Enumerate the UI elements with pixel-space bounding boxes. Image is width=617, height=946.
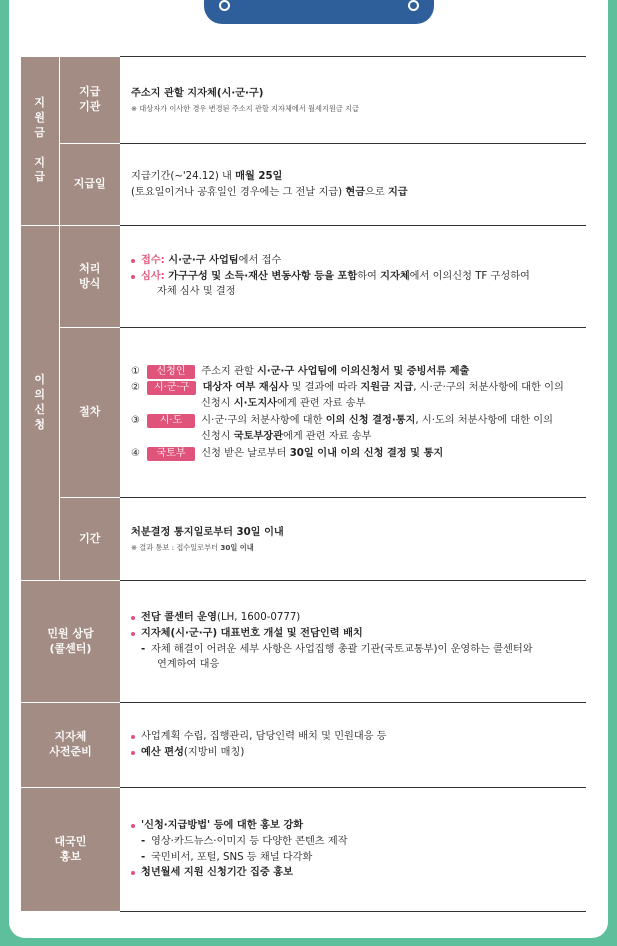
step-2: ② 시·군·구 대상자 여부 재심사 및 결과에 따라 지원금 지급, 시·군·구의 처분사항에 대한 이의 신청시 시·도지사에게 관련 자료 송부 bbox=[131, 382, 564, 410]
list-item: '신청·지급방법' 등에 대한 홍보 강화 bbox=[131, 818, 586, 834]
consult-content bbox=[120, 581, 586, 703]
ring-icon bbox=[219, 0, 230, 11]
prep-content bbox=[120, 703, 586, 788]
table-row bbox=[21, 788, 586, 912]
agency-title: 주소지 관할 지자체(시·군·구) bbox=[131, 88, 264, 100]
tag-ministry: 국토부 bbox=[147, 447, 195, 461]
table-row bbox=[21, 703, 586, 788]
list-subitem: - 자체 해결이 어려운 세부 사항은 사업집행 총괄 기관(국토교통부)이 운영하는 콜센터와 bbox=[141, 643, 533, 655]
list-subitem: - 영상·카드뉴스·이미지 등 다양한 콘텐츠 제작 bbox=[141, 835, 348, 847]
sub-label-procedure: 절차 bbox=[59, 328, 120, 498]
table-row bbox=[21, 226, 586, 328]
list-item: 지자체(시·군·구) 대표번호 개설 및 전담인력 배치 bbox=[131, 626, 586, 642]
agency-content bbox=[120, 57, 586, 144]
date-content bbox=[120, 144, 586, 226]
sub-label-date: 지급일 bbox=[59, 144, 120, 226]
list-item-cont: 자체 심사 및 결정 bbox=[157, 286, 236, 298]
sub-label-method: 처리 방식 bbox=[59, 226, 120, 328]
table-row bbox=[21, 581, 586, 703]
list-item: 접수: 시·군·구 사업팀에서 접수 bbox=[131, 253, 586, 269]
category-appeal: 이 의 신 청 bbox=[21, 226, 59, 581]
policy-table bbox=[21, 56, 586, 912]
ring-icon bbox=[408, 0, 419, 11]
tag-province: 시·도 bbox=[147, 414, 195, 428]
procedure-content bbox=[120, 328, 586, 498]
sub-label-period: 기간 bbox=[59, 498, 120, 581]
promo-content bbox=[120, 788, 586, 912]
list-item: 전담 콜센터 운영(LH, 1600-0777) bbox=[131, 610, 586, 626]
sub-label-agency: 지급 기관 bbox=[59, 57, 120, 144]
list-subitem-cont: 연계하여 대응 bbox=[157, 659, 220, 671]
step-1: ① 신청인 주소지 관할 시·군·구 사업팀에 이의신청서 및 증빙서류 제출 bbox=[131, 365, 470, 377]
step-4: ④ 국토부 신청 받은 날로부터 30일 이내 이의 신청 결정 및 통지 bbox=[131, 447, 444, 459]
list-subitem: - 국민비서, 포털, SNS 등 채널 다각화 bbox=[141, 851, 313, 863]
list-item: 사업계획 수립, 집행관리, 담당인력 배치 및 민원대응 등 bbox=[131, 729, 586, 745]
binder-tab bbox=[204, 0, 434, 24]
category-prep: 지자체 사전준비 bbox=[21, 703, 120, 788]
period-note: ※ 결과 통보 : 접수일로부터 30일 이내 bbox=[131, 543, 254, 553]
date-line-1: 지급기간(~'24.12) 내 매월 25일 bbox=[131, 170, 283, 182]
tag-city: 시·군·구 bbox=[147, 381, 196, 395]
agency-note: ※ 대상자가 이사한 경우 변경된 주소지 관할 지자체에서 월세지원금 지급 bbox=[131, 104, 359, 114]
list-item: 심사: 가구구성 및 소득·재산 변동사항 등을 포함하여 지자체에서 이의신청 TF 구성하여 bbox=[131, 269, 586, 285]
period-content bbox=[120, 498, 586, 581]
tag-applicant: 신청인 bbox=[147, 365, 195, 379]
period-title: 처분결정 통지일로부터 30일 이내 bbox=[131, 527, 284, 539]
list-item: 예산 편성(지방비 매칭) bbox=[131, 745, 586, 761]
method-content bbox=[120, 226, 586, 328]
category-payment: 지 원 금 지 급 bbox=[21, 57, 59, 226]
list-item: 청년월세 지원 신청기간 집중 홍보 bbox=[131, 865, 586, 881]
table-row bbox=[21, 498, 586, 581]
table-row bbox=[21, 328, 586, 498]
table-row bbox=[21, 144, 586, 226]
date-line-2: (토요일이거나 공휴일인 경우에는 그 전날 지급) 현금으로 지급 bbox=[131, 186, 408, 198]
category-promo: 대국민 홍보 bbox=[21, 788, 120, 912]
table-row bbox=[21, 57, 586, 144]
category-consult: 민원 상담 (콜센터) bbox=[21, 581, 120, 703]
step-3: ③ 시·도 시·군·구의 처분사항에 대한 이의 신청 결정·통지, 시·도의 처분사항에 대한 이의 신청시 국토부장관에게 관련 자료 송부 bbox=[131, 415, 553, 442]
